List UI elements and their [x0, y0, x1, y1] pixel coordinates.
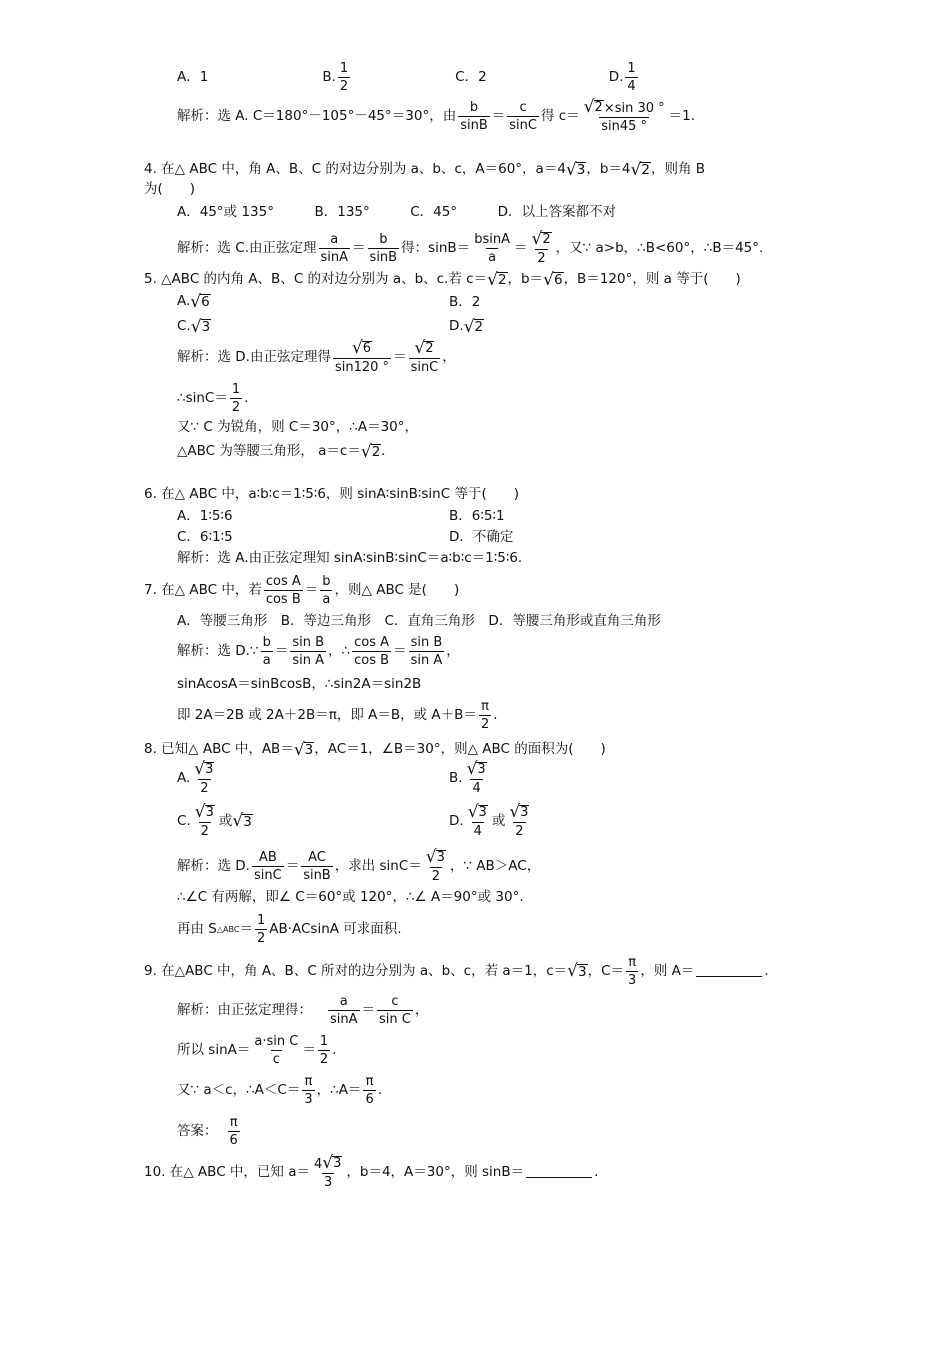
- q4-options: A．45°或 135° B．135° C．45° D．以上答案都不对: [177, 204, 616, 220]
- q5-solution: 解析：选 D.由正弦定理得 √ 6 sin120 ° ＝ √ 2 sinC ，: [177, 338, 456, 376]
- q7-question: 7. 在△ ABC 中，若 $\frac{\text{cos A}}{\text{cos B}}$ ＝ $\frac{b}{a}$ ，则△ ABC 是( ): [144, 574, 460, 607]
- q10-question: 10. 在△ ABC 中，已知 a＝ 4 √ 3 3 ，b＝4，A＝30°，则 sinB＝ .: [144, 1153, 599, 1191]
- option-c: C．2: [455, 68, 487, 85]
- option-d: D. $\frac{1}{4}$: [608, 61, 636, 94]
- q6-option-b: B．6∶5∶1: [449, 508, 505, 524]
- q4-solution: 解析：选 C.由正弦定理 $\frac{a}{\sin A}$ ＝ $\frac{b}{\sin B}$ 得：sinB＝ $\frac{bsinA}{a}$ ＝ √ 2 2 ，又∵ a>b，∴B<60°，∴B＝45°.: [177, 229, 764, 267]
- q8-option-c: C. √ 3 2 或 √ 3: [177, 802, 252, 840]
- q6-option-d: D．不确定: [449, 529, 514, 545]
- q6-question: 6. 在△ ABC 中，a∶b∶c＝1∶5∶6，则 sinA∶sinB∶sinC 等于( ): [144, 486, 519, 502]
- q8-solution-3: 再由 S △ABC ＝ $\frac{1}{2}$ AB·ACsinA 可求面积.: [177, 913, 402, 946]
- answer-blank: [526, 1167, 592, 1178]
- option-a: A．1: [177, 68, 209, 85]
- q7-solution-2: sinAcosA＝sinBcosB，∴sin2A＝sin2B: [177, 676, 422, 692]
- q3-solution: 解析：选 A. C＝180°－105°－45°＝30°，由 $\frac{b}{\sin B}$ ＝ $\frac{c}{\sin C}$ 得 c＝ √ 2 ×sin 30 ° sin45 ° ＝1.: [177, 97, 696, 135]
- q9-solution-2: 所以 sinA＝ $\frac{\text{a·sin C}}{c}$ ＝ $\frac{1}{2}$ .: [177, 1034, 337, 1067]
- q8-solution: 解析：选 D. $\frac{AB}{\sin C}$ ＝ $\frac{AC}{\sin B}$ ，求出 sinC＝ √ 3 2 ，∵ AB＞AC，: [177, 847, 541, 885]
- q5-option-a: A. √ 6: [177, 291, 210, 312]
- option-b: B. $\frac{1}{2}$: [322, 61, 349, 94]
- q6-solution: 解析：选 A.由正弦定理知 sinA∶sinB∶sinC＝a∶b∶c＝1∶5∶6.: [177, 550, 523, 566]
- q3-options: [177, 62, 640, 93]
- q8-option-d: D. √ 3 4 或 √ 3 2: [449, 802, 529, 840]
- q6-option-c: C．6∶1∶5: [177, 529, 233, 545]
- q8-option-a: A. √ 3 2: [177, 759, 214, 797]
- q5-option-c: C. √ 3: [177, 316, 211, 337]
- q8-option-b: B. √ 3 4: [449, 759, 486, 797]
- q8-question: 8. 已知△ ABC 中，AB＝ √ 3 ，AC＝1，∠B＝30°，则△ ABC 的面积为( ): [144, 739, 606, 760]
- q4-question-cont: 为( ): [144, 181, 196, 197]
- q5-solution-2: ∴sinC＝ $\frac{1}{2}$ .: [177, 382, 249, 415]
- q5-solution-4: △ABC 为等腰三角形， a＝c＝ √ 2 .: [177, 441, 386, 462]
- q9-question: 9. 在△ABC 中，角 A、B、C 所对的边分别为 a、b、c，若 a＝1，c＝ √ 3 ，C＝ $\frac{\pi}{3}$ ，则 A＝ .: [144, 955, 769, 988]
- q5-solution-3: 又∵ C 为锐角，则 C＝30°，∴A＝30°，: [177, 419, 418, 435]
- q6-option-a: A．1∶5∶6: [177, 508, 233, 524]
- q5-question: 5. △ABC 的内角 A、B、C 的对边分别为 a、b、c.若 c＝ √ 2 ，b＝ √ 6 ，B＝120°，则 a 等于( ): [144, 269, 741, 290]
- q9-solution: 解析：由正弦定理得： $\frac{a}{\sin A}$ ＝ $\frac{c}{\text{sin C}}$ ，: [177, 994, 429, 1027]
- q4-question: 4. 在△ ABC 中，角 A、B、C 的对边分别为 a、b、c，A＝60°，a＝4 √ 3 ，b＝4 √ 2 ，则角 B: [144, 159, 706, 180]
- q5-option-b: B．2: [449, 294, 481, 310]
- q7-solution-3: 即 2A＝2B 或 2A＋2B＝π，即 A＝B，或 A＋B＝ $\frac{\pi}{2}$ .: [177, 699, 498, 732]
- q8-solution-2: ∴∠C 有两解，即∠ C＝60°或 120°，∴∠ A＝90°或 30°.: [177, 889, 524, 905]
- q9-answer: 答案： $\frac{\pi}{6}$: [177, 1115, 238, 1148]
- q7-solution: 解析：选 D.∵ $\frac{b}{a}$ ＝ $\frac{\text{sin B}}{\text{sin A}}$ ，∴ $\frac{\text{cos A}}{\text{cos B}}$ ＝ $\frac{\text{sin B}}{\text{sin A}}$ ，: [177, 635, 460, 668]
- q9-solution-3: 又∵ a＜c，∴A＜C＝ $\frac{\pi}{3}$ ，∴A＝ $\frac{\pi}{6}$ .: [177, 1074, 383, 1107]
- q7-options: A．等腰三角形 B．等边三角形 C．直角三角形 D．等腰三角形或直角三角形: [177, 613, 661, 629]
- q5-option-d: D. √ 2: [449, 316, 484, 337]
- answer-blank: [696, 966, 762, 977]
